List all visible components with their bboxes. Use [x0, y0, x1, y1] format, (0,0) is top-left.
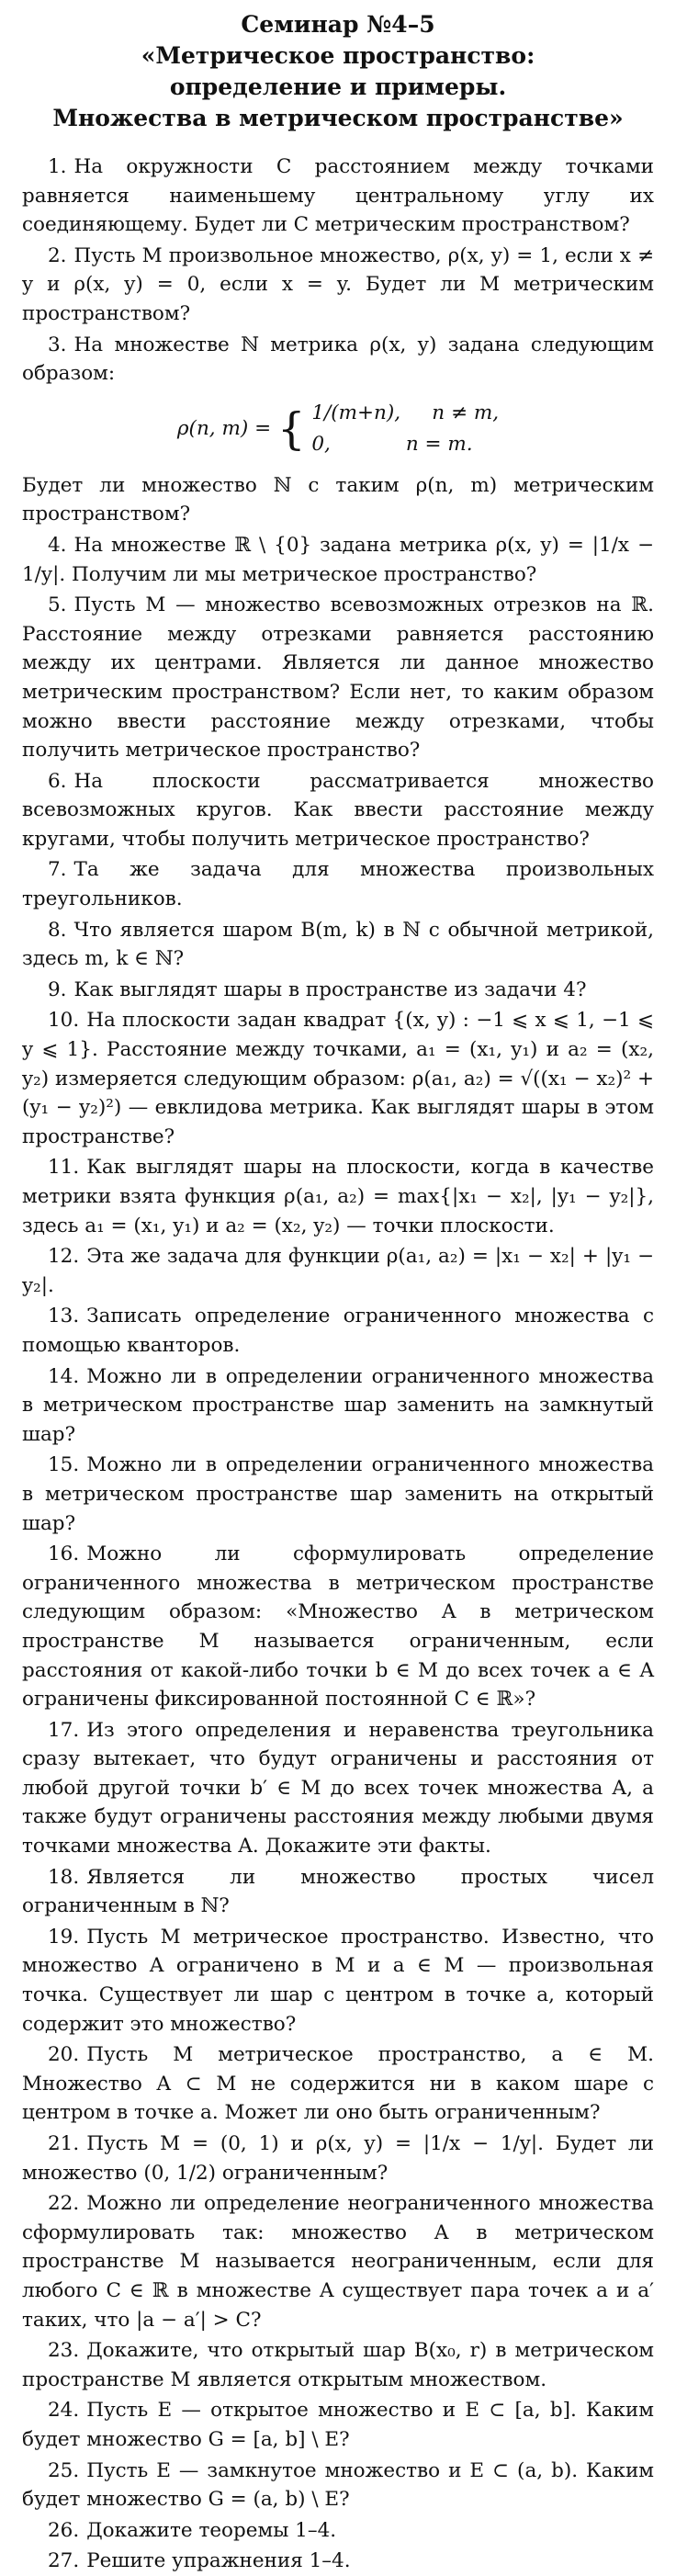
problem-text: Из этого определения и неравенства треугольника сразу вытекает, что будут ограничены и расстояния от любой другой точки b′ ∈ M до всех точек множества A, а также будут ограничены расстояния между любыми двумя точками множества A. Докажите эти факты. [22, 1718, 654, 1859]
problem-text: Записать определение ограниченного множества с помощью кванторов. [22, 1305, 654, 1357]
problem-text: Пусть M = (0, 1) и ρ(x, y) = |1/x − 1/y|. Будет ли множество (0, 1/2) ограниченным? [22, 2132, 654, 2185]
problem-number: 18. [48, 1865, 80, 1889]
problem-text: Докажите теоремы 1–4. [86, 2518, 337, 2542]
problem-8 [22, 916, 654, 974]
problem-number: 1. [48, 155, 67, 178]
problem-20 [22, 2040, 654, 2128]
problem-number: 3. [48, 333, 67, 356]
problem-text: Пусть M метрическое пространство, a ∈ M. Множество A ⊂ M не содержится ни в каком шаре с центром в точке a. Может ли оно быть ограниченным? [22, 2043, 654, 2125]
problem-number: 19. [48, 1925, 80, 1949]
problem-7 [22, 855, 654, 913]
problem-15 [22, 1451, 654, 1538]
problem-text: Решите упражнения 1–4. [86, 2549, 351, 2573]
problem-24 [22, 2396, 654, 2454]
problem-1 [22, 153, 654, 240]
case1-value: 1/(m+n), [311, 401, 401, 424]
problem-number: 15. [48, 1453, 80, 1477]
problem-21 [22, 2130, 654, 2187]
piecewise-metric-formula [22, 398, 654, 460]
problem-18 [22, 1863, 654, 1921]
problem-number: 9. [48, 977, 67, 1001]
problem-text: Можно ли в определении ограниченного множества в метрическом пространстве шар заменить на открытый шар? [22, 1453, 654, 1535]
brace: { [276, 402, 306, 455]
problem-22 [22, 2189, 654, 2334]
title-line-4: Множества в метрическом пространстве» [52, 105, 624, 131]
problem-number: 12. [48, 1245, 80, 1269]
title-line-2: «Метрическое пространство: [141, 42, 535, 69]
problem-17 [22, 1716, 654, 1861]
problem-text: Пусть E — замкнутое множество и E ⊂ (a, b). Каким будет множество G = (a, b) \ E? [22, 2458, 654, 2512]
problem-number: 8. [48, 918, 67, 942]
problem-number: 23. [48, 2339, 80, 2363]
problem-number: 22. [48, 2192, 80, 2216]
problem-text: На окружности C расстоянием между точками равняется наименьшему центральному углу их соединяющему. Будет ли C метрическим пространством? [22, 155, 654, 237]
problem-text: Пусть E — открытое множество и E ⊂ [a, b]. Каким будет множество G = [a, b] \ E? [22, 2399, 654, 2451]
problem-16 [22, 1540, 654, 1714]
formula-lhs: ρ(n, m) = [176, 416, 272, 440]
problem-25 [22, 2457, 654, 2514]
title-line-3: определение и примеры. [169, 73, 507, 100]
case2-condition: n = m. [405, 432, 473, 456]
problem-text: Эта же задача для функции ρ(a₁, a₂) = |x₁ − x₂| + |y₁ − y₂|. [22, 1245, 654, 1297]
problem-4 [22, 531, 654, 589]
problem-11 [22, 1153, 654, 1240]
problem-3 [22, 331, 654, 389]
problem-text: Что является шаром B(m, k) в ℕ с обычной метрикой, здесь m, k ∈ ℕ? [22, 918, 654, 971]
problem-text: Как выглядят шары в пространстве из задачи 4? [73, 977, 587, 1001]
problem-number: 5. [48, 593, 67, 617]
problem-text: Пусть M — множество всевозможных отрезков на ℝ. Расстояние между отрезками равняется расстоянию между их центрами. Является ли данное множество метрическим пространством? Если нет, то каким образом можно ввести расстояние между отрезками, чтобы получить метрическое пространство? [22, 593, 654, 763]
problem-number: 13. [48, 1305, 80, 1328]
problem-27 [22, 2547, 654, 2576]
case1-condition: n ≠ m, [432, 401, 500, 424]
problem-10 [22, 1006, 654, 1151]
problem-number: 25. [48, 2458, 80, 2482]
problem-26 [22, 2516, 654, 2546]
case2-value: 0, [311, 432, 331, 456]
problem-text: На плоскости рассматривается множество всевозможных кругов. Как ввести расстояние между кругами, чтобы получить метрическое пространство? [22, 769, 654, 851]
problem-number: 7. [48, 858, 67, 882]
document-title [22, 9, 654, 134]
problem-14 [22, 1362, 654, 1450]
problem-number: 20. [48, 2043, 80, 2067]
problem-9 [22, 976, 654, 1005]
problem-3-continued [22, 471, 654, 529]
problem-6 [22, 767, 654, 854]
formula-cases [311, 398, 499, 460]
problem-number: 17. [48, 1718, 80, 1742]
title-line-1: Семинар №4–5 [241, 11, 435, 38]
problem-number: 2. [48, 243, 67, 267]
problem-number: 10. [48, 1009, 80, 1033]
problem-23 [22, 2336, 654, 2394]
problem-number: 24. [48, 2399, 80, 2423]
problem-text: Является ли множество простых чисел ограниченным в ℕ? [22, 1865, 654, 1918]
problem-text: Будет ли множество ℕ с таким ρ(n, m) метрическим пространством? [22, 473, 654, 526]
problem-text: На множестве ℝ \ {0} задана метрика ρ(x, y) = |1/x − 1/y|. Получим ли мы метрическое пространство? [22, 533, 654, 586]
problem-2 [22, 242, 654, 329]
problem-text: На множестве ℕ метрика ρ(x, y) задана следующим образом: [22, 333, 654, 386]
problem-13 [22, 1302, 654, 1360]
problem-text: Можно ли сформулировать определение ограниченного множества в метрическом пространстве следующим образом: «Множество A в метрическом пространстве M называется ограниченным, если расстояния от какой-либо точки b ∈ M до всех точек a ∈ A ограничены фиксированной постоянной C ∈ ℝ»? [22, 1542, 654, 1712]
problem-number: 6. [48, 769, 67, 793]
problem-number: 14. [48, 1364, 80, 1388]
problem-number: 26. [48, 2518, 80, 2542]
problem-text: Докажите, что открытый шар B(x₀, r) в метрическом пространстве M является открытым множеством. [22, 2339, 654, 2391]
problem-text: Та же задача для множества произвольных треугольников. [22, 858, 654, 911]
problem-5 [22, 591, 654, 765]
problem-text: Как выглядят шары на плоскости, когда в качестве метрики взята функция ρ(a₁, a₂) = max{|x₁ − x₂|, |y₁ − y₂|}, здесь a₁ = (x₁, y₁) и a₂ = (x₂, y₂) — точки плоскости. [22, 1156, 654, 1237]
problem-text: На плоскости задан квадрат {(x, y) : −1 ⩽ x ⩽ 1, −1 ⩽ y ⩽ 1}. Расстояние между точками, a₁ = (x₁, y₁) и a₂ = (x₂, y₂) измеряется следующим образом: ρ(a₁, a₂) = √((x₁ − x₂)² + (y₁ − y₂)²) — евклидова метрика. Как выглядят шары в этом пространстве? [22, 1009, 654, 1148]
problem-number: 16. [48, 1542, 80, 1566]
problem-text: Пусть M произвольное множество, ρ(x, y) = 1, если x ≠ y и ρ(x, y) = 0, если x = y. Будет ли M метрическим пространством? [22, 243, 654, 325]
problem-12 [22, 1242, 654, 1300]
problem-text: Можно ли определение неограниченного множества сформулировать так: множество A в метрическом пространстве M называется неограниченным, если для любого C ∈ ℝ в множестве A существует пара точек a и a′ таких, что |a − a′| > C? [22, 2192, 654, 2332]
problem-number: 21. [48, 2132, 80, 2155]
problem-text: Пусть M метрическое пространство. Известно, что множество A ограничено в M и a ∈ M — произвольная точка. Существует ли шар с центром в точке a, который содержит это множество? [22, 1925, 654, 2036]
problem-number: 11. [48, 1156, 80, 1180]
problem-number: 4. [48, 533, 67, 557]
problem-number: 27. [48, 2549, 80, 2573]
problem-text: Можно ли в определении ограниченного множества в метрическом пространстве шар заменить на замкнутый шар? [22, 1364, 654, 1446]
problem-19 [22, 1923, 654, 2039]
